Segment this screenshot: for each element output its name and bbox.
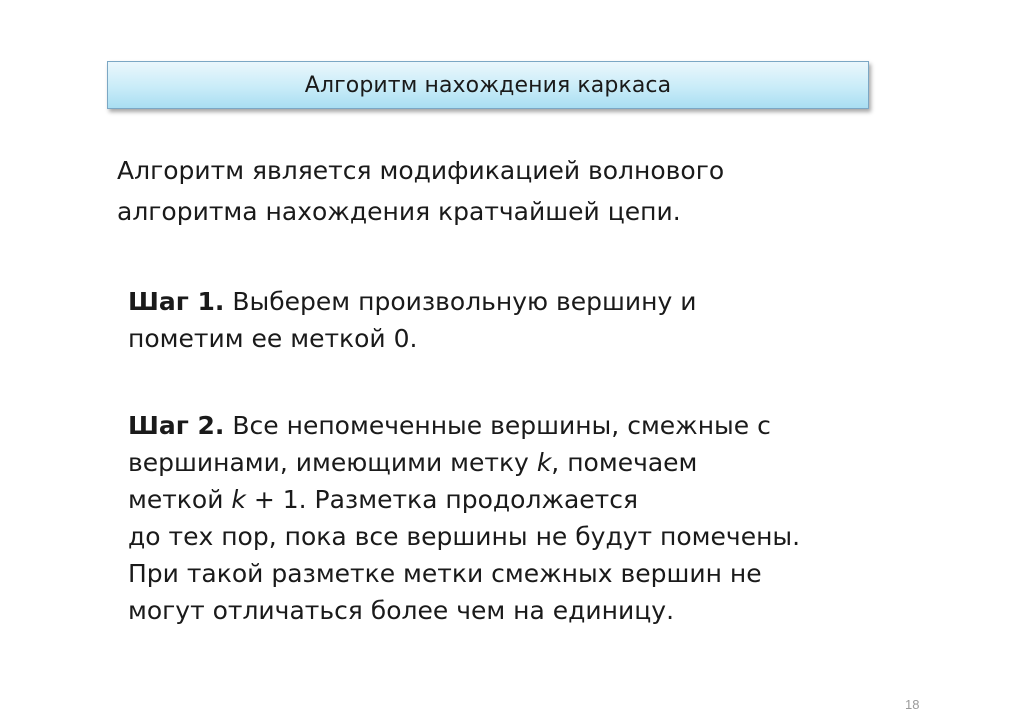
step-2-line-3-a: меткой xyxy=(128,485,232,514)
step-1-paragraph xyxy=(128,283,908,357)
step-2-line-1 xyxy=(128,407,908,444)
step-1-line-1 xyxy=(128,283,908,320)
intro-paragraph xyxy=(117,150,877,232)
step-1-line-2: пометим ее меткой 0. xyxy=(128,324,418,353)
step-2-line-2-b: , помечаем xyxy=(551,448,698,477)
intro-line-1: Алгоритм является модификацией волнового xyxy=(117,156,725,185)
title-box xyxy=(107,61,869,109)
step-2-text: Все непомеченные вершины, смежные с xyxy=(224,411,771,440)
intro-line-2: алгоритма нахождения кратчайшей цепи. xyxy=(117,197,681,226)
step-2-line-6: могут отличаться более чем на единицу. xyxy=(128,596,675,625)
step-2-line-5: При такой разметке метки смежных вершин не xyxy=(128,559,762,588)
step-2-heading: Шаг 2. xyxy=(128,411,225,440)
step-2-line-3-b: + 1. Разметка продолжается xyxy=(245,485,639,514)
step-2-line-2-a: вершинами, имеющими метку xyxy=(128,448,537,477)
page-number: 18 xyxy=(905,697,920,712)
variable-k: k xyxy=(536,448,552,477)
step-2-line-2 xyxy=(128,444,908,481)
step-2-paragraph xyxy=(128,407,908,629)
step-2-line-4: до тех пор, пока все вершины не будут помечены. xyxy=(128,522,801,551)
variable-k-2: k xyxy=(231,485,246,514)
step-2-line-3 xyxy=(128,481,908,518)
step-1-heading: Шаг 1. xyxy=(128,287,225,316)
slide-title: Алгоритм нахождения каркаса xyxy=(304,72,672,98)
step-1-text: Выберем произвольную вершину и xyxy=(224,287,697,316)
